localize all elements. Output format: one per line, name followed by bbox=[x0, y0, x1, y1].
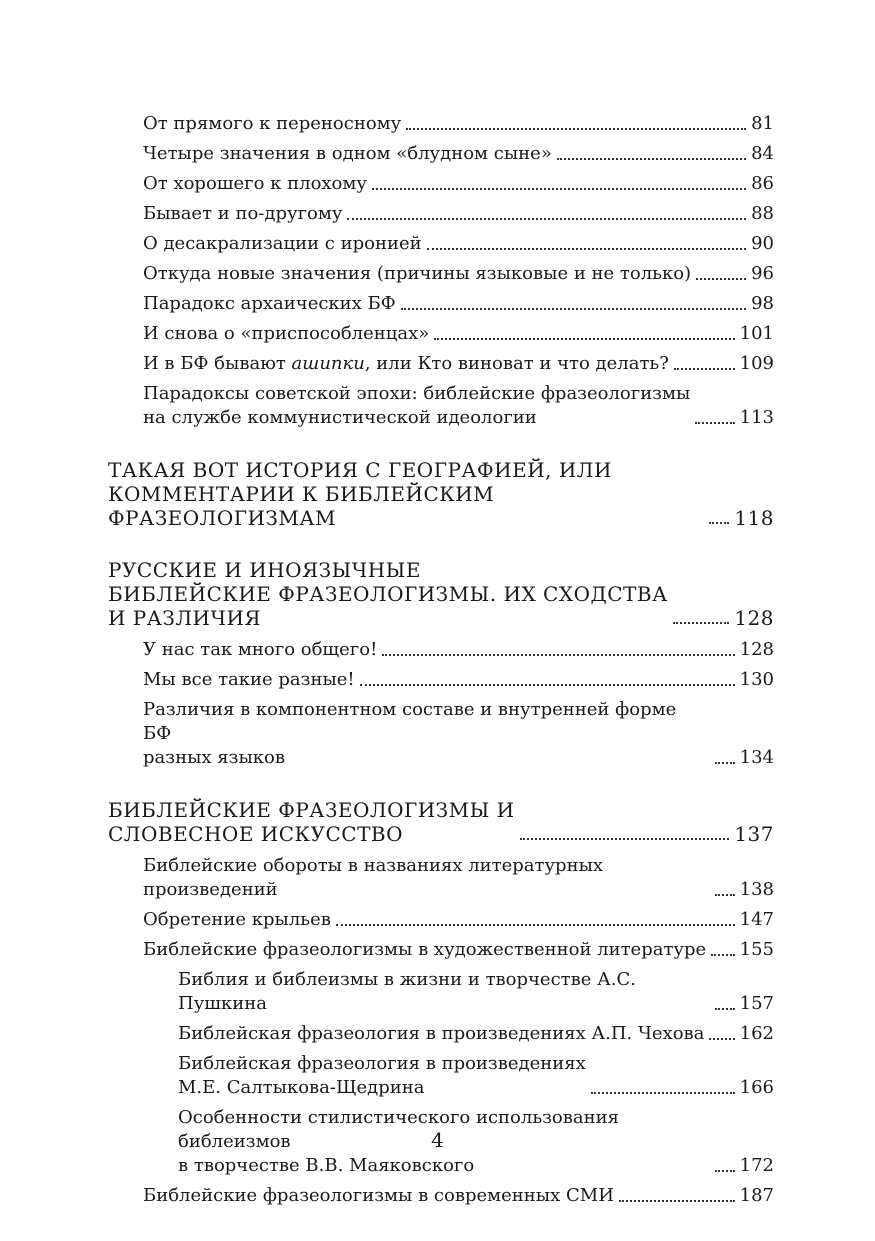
toc-entry: Библия и библеизмы в жизни и творчестве А.С. Пушкина 157 bbox=[178, 969, 774, 1014]
toc-entry: Библейские фразеологизмы в современных СМИ 187 bbox=[143, 1185, 774, 1206]
toc-entry: Парадокс архаических БФ 98 bbox=[143, 293, 774, 314]
toc-entry: Парадоксы советской эпохи: библейские фразеологизмы на службе коммунистической идеологии 113 bbox=[143, 383, 774, 428]
toc-entry: Библейские обороты в названиях литературных произведений 138 bbox=[143, 855, 774, 900]
toc-entry: Библейские фразеологизмы в художественной литературе 155 bbox=[143, 939, 774, 960]
toc-entry: От хорошего к плохому 86 bbox=[143, 173, 774, 194]
page-number: 4 bbox=[431, 1128, 444, 1152]
toc-entry: Бывает и по-другому 88 bbox=[143, 203, 774, 224]
toc-entry: У нас так много общего! 128 bbox=[143, 639, 774, 660]
toc-entry: И снова о «приспособленцах» 101 bbox=[143, 323, 774, 344]
table-of-contents bbox=[108, 112, 774, 1214]
toc-entry: Библейская фразеология в произведениях М.Е. Салтыкова-Щедрина 166 bbox=[178, 1053, 774, 1098]
toc-entry: От прямого к переносному 81 bbox=[143, 113, 774, 134]
toc-entry: Различия в компонентном составе и внутренней форме БФ разных языков 134 bbox=[143, 699, 774, 768]
toc-section: ТАКАЯ ВОТ ИСТОРИЯ С ГЕОГРАФИЕЙ, ИЛИ КОММЕНТАРИИ К БИБЛЕЙСКИМ ФРАЗЕОЛОГИЗМАМ 118 bbox=[108, 458, 774, 530]
toc-entry: Обретение крыльев 147 bbox=[143, 909, 774, 930]
toc-entry: И в БФ бывают ашипки, или Кто виноват и что делать? 109 bbox=[143, 353, 774, 374]
toc-entry: Библейская фразеология в произведениях А.П. Чехова 162 bbox=[178, 1023, 774, 1044]
toc-entry: Откуда новые значения (причины языковые и не только) 96 bbox=[143, 263, 774, 284]
toc-entry: О десакрализации с иронией 90 bbox=[143, 233, 774, 254]
toc-entry: Мы все такие разные! 130 bbox=[143, 669, 774, 690]
toc-section: РУССКИЕ И ИНОЯЗЫЧНЫЕ БИБЛЕЙСКИЕ ФРАЗЕОЛОГИЗМЫ. ИХ СХОДСТВА И РАЗЛИЧИЯ 128 bbox=[108, 558, 774, 630]
toc-section: БИБЛЕЙСКИЕ ФРАЗЕОЛОГИЗМЫ И СЛОВЕСНОЕ ИСКУССТВО 137 bbox=[108, 798, 774, 846]
toc-entry: Четыре значения в одном «блудном сыне» 84 bbox=[143, 143, 774, 164]
toc-entry: Особенности стилистического использования библеизмов в творчестве В.В. Маяковского 172 bbox=[178, 1107, 774, 1176]
